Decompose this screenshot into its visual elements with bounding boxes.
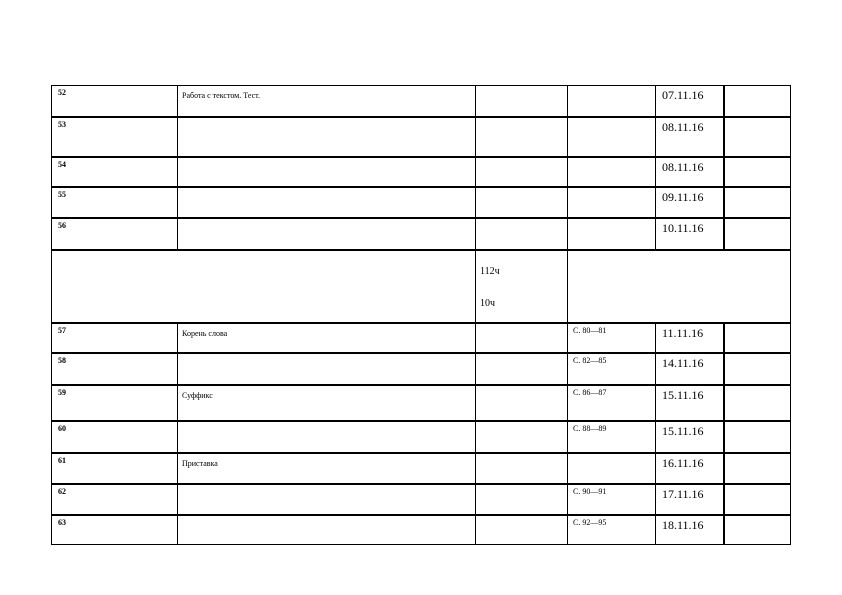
lesson-date: 07.11.16 <box>656 86 724 117</box>
lesson-topic <box>178 515 476 545</box>
row-number: 54 <box>52 157 178 187</box>
row-number: 55 <box>52 187 178 218</box>
notes-cell <box>724 385 791 421</box>
lesson-topic <box>178 218 476 250</box>
hours-cell <box>476 86 568 117</box>
lesson-topic <box>178 353 476 385</box>
lesson-date: 14.11.16 <box>656 353 724 385</box>
hours-cell <box>476 117 568 157</box>
hours-cell <box>476 385 568 421</box>
notes-cell <box>724 86 791 117</box>
lesson-date: 15.11.16 <box>656 385 724 421</box>
table-row <box>52 86 791 117</box>
page-ref <box>568 218 656 250</box>
row-number: 56 <box>52 218 178 250</box>
table-row <box>52 421 791 453</box>
notes-cell <box>724 323 791 353</box>
hours-cell <box>476 421 568 453</box>
notes-cell <box>724 187 791 218</box>
lesson-plan-table <box>51 85 791 545</box>
row-number: 59 <box>52 385 178 421</box>
lesson-topic <box>178 117 476 157</box>
notes-cell <box>724 453 791 484</box>
lesson-date: 08.11.16 <box>656 157 724 187</box>
row-number: 57 <box>52 323 178 353</box>
lesson-date: 18.11.16 <box>656 515 724 545</box>
table-row <box>52 117 791 157</box>
lesson-topic: Приставка <box>178 453 476 484</box>
row-number: 52 <box>52 86 178 117</box>
hours-cell <box>476 353 568 385</box>
page-ref: С. 80—81 <box>568 323 656 353</box>
lesson-topic: Работа с текстом. Тест. <box>178 86 476 117</box>
hours-total: 112ч <box>480 265 500 277</box>
lesson-date: 16.11.16 <box>656 453 724 484</box>
page-ref <box>568 157 656 187</box>
page-ref: С. 82—85 <box>568 353 656 385</box>
table-row <box>52 157 791 187</box>
notes-cell <box>724 157 791 187</box>
notes-cell <box>724 484 791 515</box>
section-empty-cell <box>568 250 791 323</box>
table-row <box>52 187 791 218</box>
table-row <box>52 323 791 353</box>
lesson-topic: Суффикс <box>178 385 476 421</box>
notes-cell <box>724 218 791 250</box>
table-row <box>52 515 791 545</box>
hours-cell <box>476 515 568 545</box>
hours-section: 10ч <box>480 297 496 309</box>
page-ref <box>568 453 656 484</box>
row-number: 58 <box>52 353 178 385</box>
row-number: 62 <box>52 484 178 515</box>
lesson-date: 09.11.16 <box>656 187 724 218</box>
table-row <box>52 453 791 484</box>
table-row <box>52 218 791 250</box>
section-title <box>52 250 476 323</box>
table-row <box>52 484 791 515</box>
hours-cell <box>476 453 568 484</box>
page-ref: С. 88—89 <box>568 421 656 453</box>
hours-cell <box>476 484 568 515</box>
lesson-date: 15.11.16 <box>656 421 724 453</box>
lesson-topic: Корень слова <box>178 323 476 353</box>
lesson-date: 11.11.16 <box>656 323 724 353</box>
hours-cell <box>476 218 568 250</box>
lesson-topic <box>178 484 476 515</box>
page-ref <box>568 86 656 117</box>
section-hours <box>476 250 568 323</box>
page-ref: С. 92—95 <box>568 515 656 545</box>
hours-cell <box>476 323 568 353</box>
notes-cell <box>724 353 791 385</box>
notes-cell <box>724 421 791 453</box>
hours-cell <box>476 187 568 218</box>
row-number: 60 <box>52 421 178 453</box>
table-row <box>52 385 791 421</box>
page-ref <box>568 117 656 157</box>
lesson-topic <box>178 157 476 187</box>
row-number: 61 <box>52 453 178 484</box>
hours-cell <box>476 157 568 187</box>
page-ref <box>568 187 656 218</box>
section-header-row <box>52 250 791 323</box>
table-row <box>52 353 791 385</box>
lesson-date: 08.11.16 <box>656 117 724 157</box>
lesson-date: 10.11.16 <box>656 218 724 250</box>
row-number: 63 <box>52 515 178 545</box>
lesson-topic <box>178 421 476 453</box>
lesson-date: 17.11.16 <box>656 484 724 515</box>
lesson-topic <box>178 187 476 218</box>
row-number: 53 <box>52 117 178 157</box>
notes-cell <box>724 117 791 157</box>
page-ref: С. 86—87 <box>568 385 656 421</box>
page-ref: С. 90—91 <box>568 484 656 515</box>
notes-cell <box>724 515 791 545</box>
